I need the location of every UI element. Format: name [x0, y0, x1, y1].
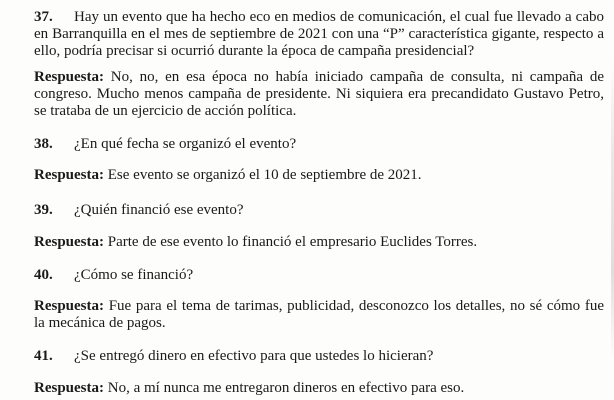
question-number: 39.	[34, 202, 53, 218]
answer-38	[34, 167, 604, 184]
answer-text: No, no, en esa época no había iniciado campaña de consulta, ni campaña de congreso. Mucho menos campaña de presidente. Ni siquiera era precandidato Gustavo Petro, se trataba de un ejercicio de acción política.	[34, 69, 605, 119]
question-number: 37.	[34, 9, 53, 25]
question-text: ¿Cómo se financió?	[74, 267, 194, 283]
question-40	[34, 267, 604, 284]
answer-text: Fue para el tema de tarimas, publicidad, desconozco los detalles, no sé cómo fue la mecánica de pagos.	[34, 298, 605, 331]
answer-label: Respuesta:	[34, 298, 104, 314]
question-number: 38.	[34, 136, 53, 152]
question-39	[34, 202, 604, 219]
answer-39	[34, 234, 604, 251]
question-text: ¿Se entregó dinero en efectivo para que ustedes lo hicieran?	[74, 348, 434, 364]
question-number: 40.	[34, 267, 53, 283]
question-41	[34, 348, 604, 365]
answer-label: Respuesta:	[34, 167, 104, 183]
answer-label: Respuesta:	[34, 69, 104, 85]
answer-41	[34, 380, 604, 397]
question-38	[34, 136, 604, 153]
answer-text: Parte de ese evento lo financió el empresario Euclides Torres.	[107, 234, 478, 250]
answer-40	[34, 298, 604, 332]
answer-text: No, a mí nunca me entregaron dineros en efectivo para eso.	[107, 380, 465, 396]
question-text: ¿Quién financió ese evento?	[74, 202, 244, 218]
question-37	[34, 9, 604, 60]
question-number: 41.	[34, 348, 53, 364]
answer-text: Ese evento se organizó el 10 de septiembre de 2021.	[107, 167, 422, 183]
answer-label: Respuesta:	[34, 234, 104, 250]
answer-37	[34, 69, 604, 120]
question-text: ¿En qué fecha se organizó el evento?	[74, 136, 297, 152]
question-text: Hay un evento que ha hecho eco en medios de comunicación, el cual fue llevado a cabo en Barranquilla en el mes de septiembre de 2021 con una “P” característica gigante, respecto a ello, podría precisar si ocurrió durante la época de campaña presidencial?	[34, 9, 604, 59]
answer-label: Respuesta:	[34, 380, 104, 396]
